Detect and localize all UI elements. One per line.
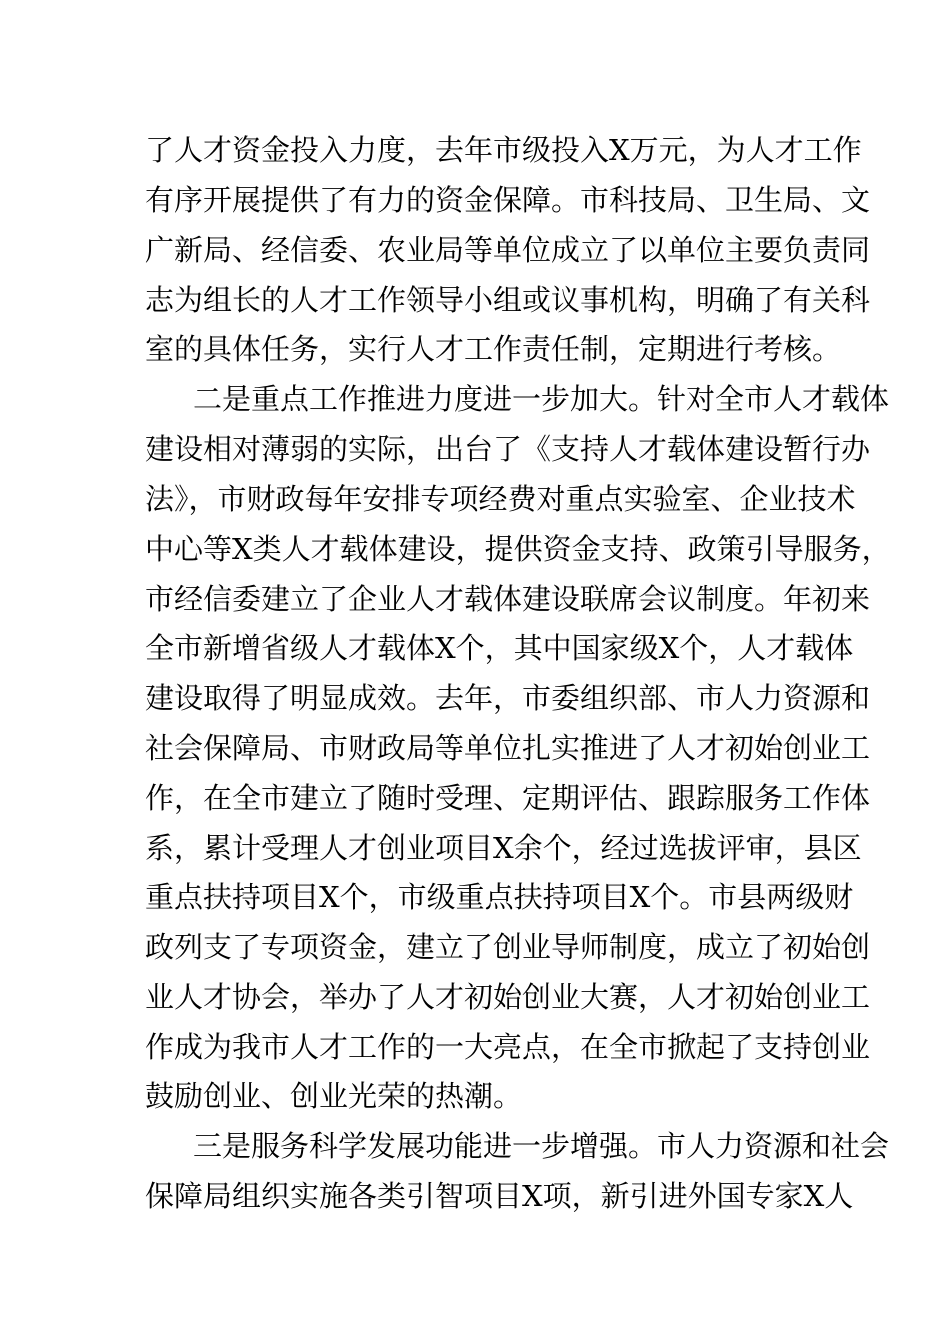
text-line: 有序开展提供了有力的资金保障。市科技局、卫生局、文: [145, 183, 871, 217]
text-line: 全市新增省级人才载体X个，其中国家级X个，人才载体: [145, 631, 854, 665]
text-line: 重点扶持项目X个，市级重点扶持项目X个。市县两级财: [145, 880, 854, 914]
text-line: 建设取得了明显成效。去年，市委组织部、市人力资源和: [145, 681, 871, 715]
text-line: 志为组长的人才工作领导小组或议事机构，明确了有关科: [145, 283, 871, 317]
text-line: 社会保障局、市财政局等单位扎实推进了人才初始创业工: [145, 731, 871, 765]
text-line: 中心等X类人才载体建设，提供资金支持、政策引导服务，: [145, 532, 891, 566]
text-line: 了人才资金投入力度，去年市级投入X万元，为人才工作: [145, 133, 862, 167]
text-line: 市经信委建立了企业人才载体建设联席会议制度。年初来: [145, 582, 871, 616]
text-line: 鼓励创业、创业光荣的热潮。: [145, 1079, 523, 1113]
text-line: 室的具体任务，实行人才工作责任制，定期进行考核。: [145, 332, 842, 366]
text-line: 作成为我市人才工作的一大亮点，在全市掀起了支持创业: [145, 1030, 871, 1064]
text-line: 业人才协会，举办了人才初始创业大赛，人才初始创业工: [145, 980, 871, 1014]
text-line: 法》，市财政每年安排专项经费对重点实验室、企业技术: [145, 482, 856, 516]
paragraph-start-line: 二是重点工作推进力度进一步加大。针对全市人才载体: [193, 382, 890, 416]
text-line: 建设相对薄弱的实际，出台了《支持人才载体建设暂行办: [145, 432, 871, 466]
text-line: 保障局组织实施各类引智项目X项，新引进外国专家X人: [145, 1179, 854, 1213]
text-line: 政列支了专项资金，建立了创业导师制度，成立了初始创: [145, 930, 871, 964]
paragraph-start-line: 三是服务科学发展功能进一步增强。市人力资源和社会: [193, 1129, 890, 1163]
text-line: 广新局、经信委、农业局等单位成立了以单位主要负责同: [145, 233, 871, 267]
text-line: 作，在全市建立了随时受理、定期评估、跟踪服务工作体: [145, 781, 871, 815]
text-line: 系，累计受理人才创业项目X余个，经过选拔评审，县区: [145, 831, 862, 865]
